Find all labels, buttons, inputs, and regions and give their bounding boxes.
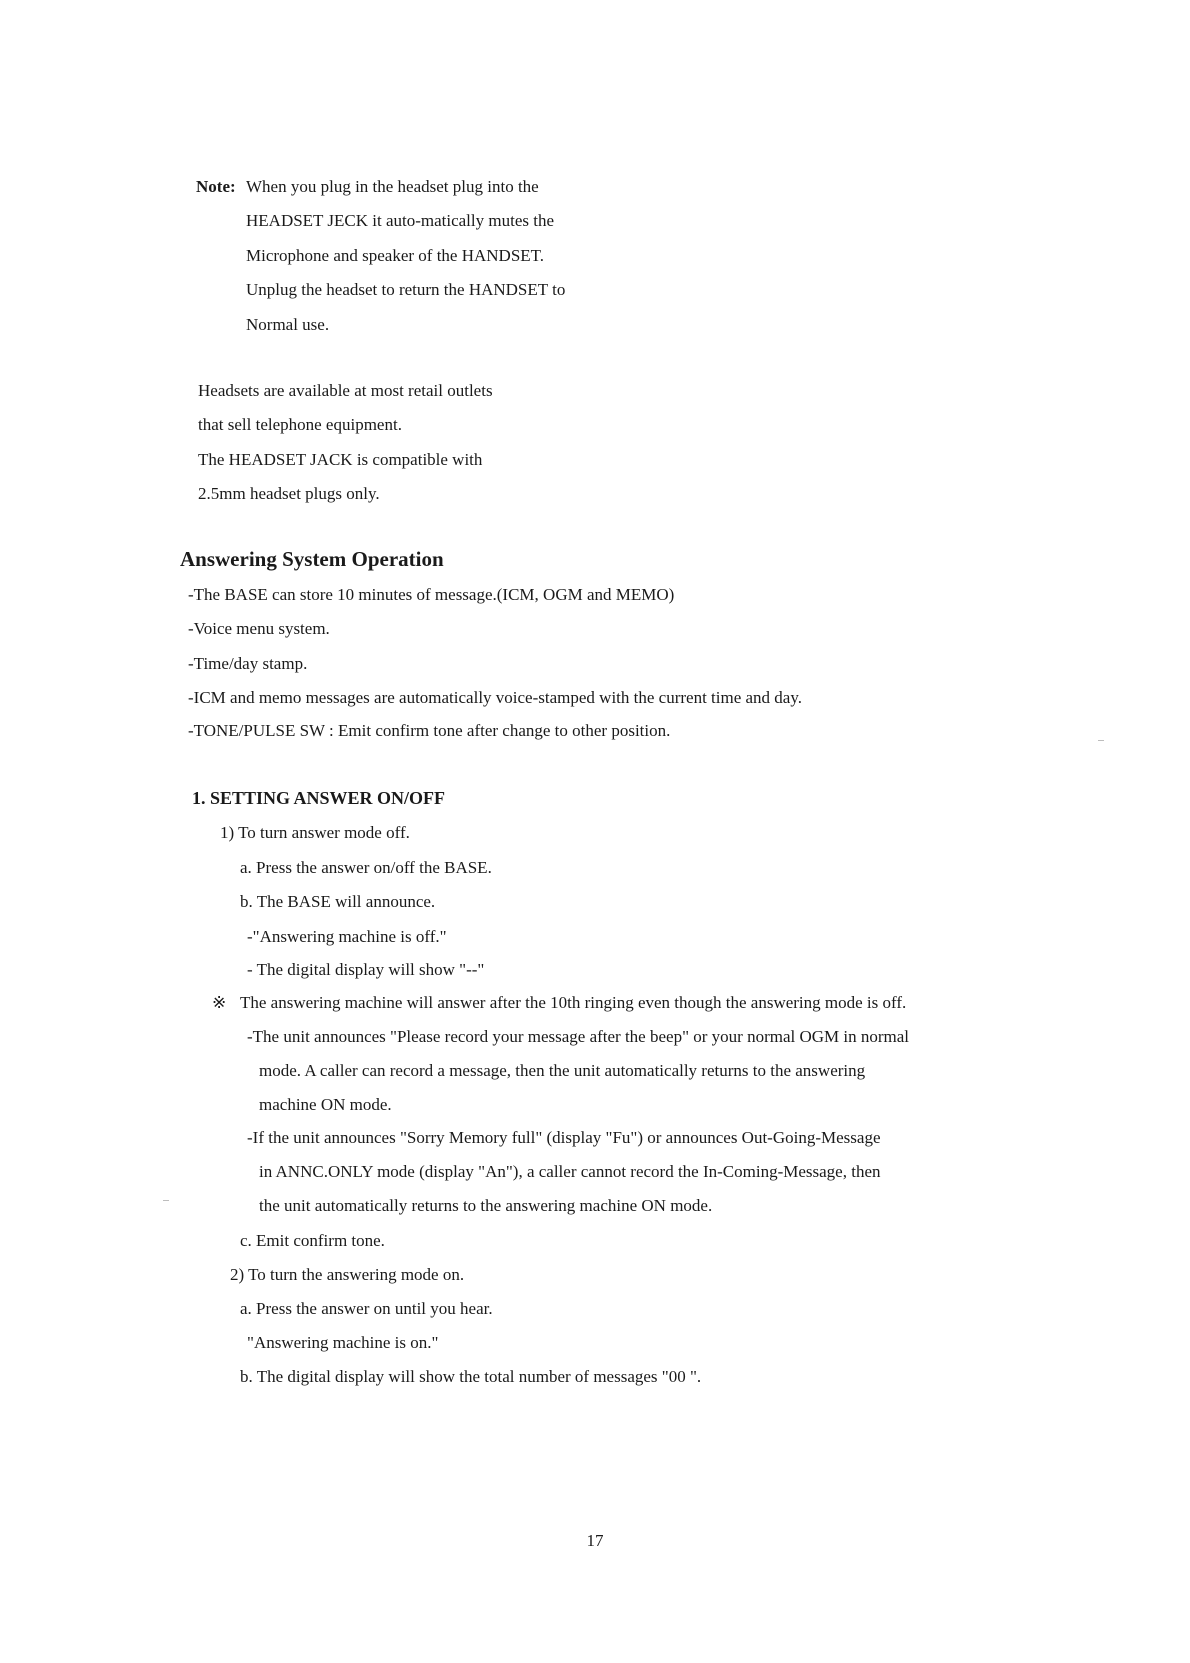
step2-a: a. Press the answer on until you hear.	[240, 1299, 493, 1318]
feature-bullet-1: -The BASE can store 10 minutes of message.(ICM, OGM and MEMO)	[188, 585, 675, 604]
step1-note: The answering machine will answer after the 10th ringing even though the answering mode is off.	[240, 993, 907, 1012]
step1-detail2-line-1: -If the unit announces "Sorry Memory full" (display "Fu") or announces Out-Going-Message	[247, 1128, 881, 1147]
setting-title: 1. SETTING ANSWER ON/OFF	[192, 788, 446, 808]
note-line-1: When you plug in the headset plug into the	[246, 177, 539, 196]
scan-speck	[1098, 740, 1104, 741]
step1-quote: -"Answering machine is off."	[247, 927, 447, 946]
step1-detail2-line-3: the unit automatically returns to the answering machine ON mode.	[259, 1196, 713, 1215]
feature-bullet-2: -Voice menu system.	[188, 619, 330, 638]
feature-bullet-5: -TONE/PULSE SW : Emit confirm tone after change to other position.	[188, 721, 671, 740]
feature-bullet-4: -ICM and memo messages are automatically voice-stamped with the current time and day.	[188, 688, 803, 707]
step1-b: b. The BASE will announce.	[240, 892, 436, 911]
page-number: 17	[586, 1531, 604, 1550]
note-line-2: HEADSET JECK it auto-matically mutes the	[246, 211, 555, 230]
step1-title: 1) To turn answer mode off.	[220, 823, 410, 842]
step1-display: - The digital display will show "--"	[247, 960, 485, 979]
note-line-3: Microphone and speaker of the HANDSET.	[246, 246, 545, 265]
step1-c: c. Emit confirm tone.	[240, 1231, 385, 1250]
note-line-5: Normal use.	[246, 315, 330, 334]
step1-detail1-line-2: mode. A caller can record a message, then the unit automatically returns to the answering	[259, 1061, 866, 1080]
step1-detail2-line-2: in ANNC.ONLY mode (display "An"), a caller cannot record the In-Coming-Message, then	[259, 1162, 881, 1181]
section-title: Answering System Operation	[180, 547, 444, 571]
note-line-4: Unplug the headset to return the HANDSET to	[246, 280, 566, 299]
note-label: Note:	[196, 177, 236, 196]
headsets-line-1: Headsets are available at most retail outlets	[198, 381, 493, 400]
step2-title: 2) To turn the answering mode on.	[230, 1265, 465, 1284]
note-symbol-icon: ※	[212, 993, 227, 1012]
headsets-line-4: 2.5mm headset plugs only.	[198, 484, 380, 503]
headsets-line-3: The HEADSET JACK is compatible with	[198, 450, 483, 469]
feature-bullet-3: -Time/day stamp.	[188, 654, 308, 673]
headsets-line-2: that sell telephone equipment.	[198, 415, 402, 434]
scan-speck	[163, 1200, 169, 1201]
step1-a: a. Press the answer on/off the BASE.	[240, 858, 492, 877]
step1-detail1-line-1: -The unit announces "Please record your message after the beep" or your normal OGM in normal	[247, 1027, 910, 1046]
step2-quote: "Answering machine is on."	[247, 1333, 439, 1352]
step1-detail1-line-3: machine ON mode.	[259, 1095, 392, 1114]
step2-b: b. The digital display will show the total number of messages "00 ".	[240, 1367, 702, 1386]
